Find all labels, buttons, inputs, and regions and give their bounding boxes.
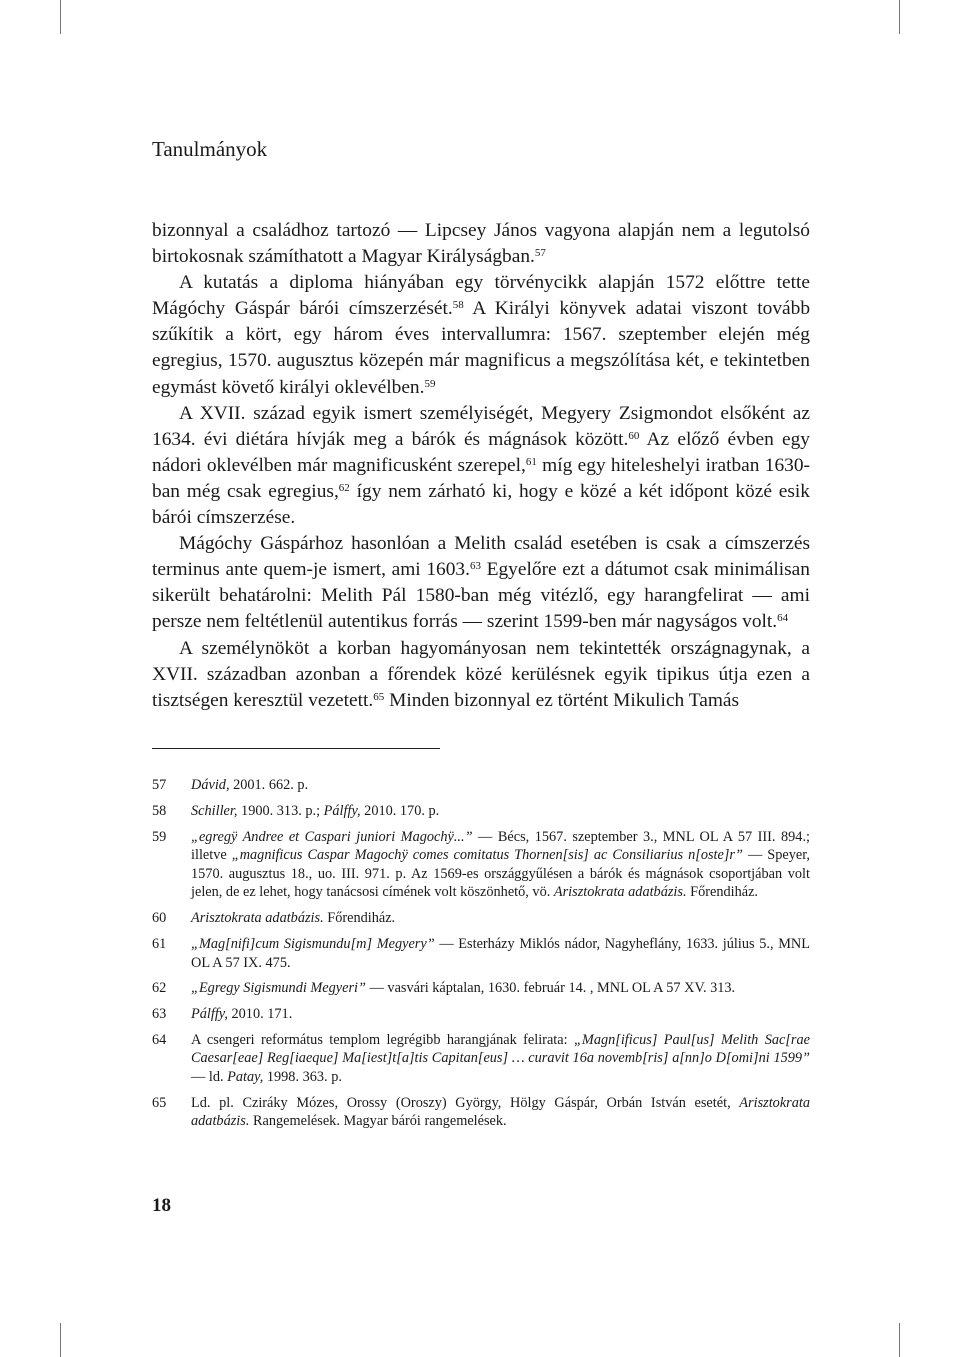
footnote-number: 63 xyxy=(152,1006,167,1023)
footnote: 61 „Mag[nifi]cum Sigismundu[m] Megyery” — Esterházy Miklós nádor, Nagyheflány, 1633. július 5., MNL OL A 57 IX. 475. xyxy=(152,935,810,971)
footnote: 65 Ld. pl. Cziráky Mózes, Orossy (Oroszy) György, Hölgy Gáspár, Orbán István esetét, Arisztokrata adatbázis. Rangemelések. Magyar bárói rangemelések. xyxy=(152,1094,810,1130)
footnote-ref[interactable]: 62 xyxy=(338,481,350,494)
footnote-number: 59 xyxy=(152,828,167,845)
footnote-number: 62 xyxy=(152,980,167,997)
footnote-number: 57 xyxy=(152,777,167,793)
running-header: Tanulmányok xyxy=(152,137,268,161)
paragraph: A XVII. század egyik ismert személyiségét, Megyery Zsigmondot elsőként az 1634. évi diétára hívják meg a bárók és mágnások között.$^{60}$ Az előző évben egy nádori oklevélben már magnificusként szerepel,$^{61}$ míg egy hiteleshelyi iratban 1630-ban még csak egregius,$^{62}$ így nem zárható ki, hogy e közé a két időpont közé esik bárói címszerzése. xyxy=(152,402,810,529)
footnote-number: 64 xyxy=(152,1031,167,1048)
footnote-ref[interactable]: 60 xyxy=(628,429,640,442)
footnote-ref[interactable]: 63 xyxy=(469,560,481,573)
footnote: 62 „Egregy Sigismundi Megyeri” — vasvári káptalan, 1630. február 14. , MNL OL A 57 XV. 313. xyxy=(152,980,736,997)
crop-mark xyxy=(60,1323,61,1357)
footnote-number: 65 xyxy=(152,1094,167,1111)
footnote-ref[interactable]: 64 xyxy=(777,612,789,625)
crop-mark xyxy=(899,0,900,34)
page-number: 18 xyxy=(152,1195,171,1216)
footnote: 64 A csengeri református templom legrégibb harangjának felirata: „Magn[ificus] Paul[us] Melith Sac[rae Caesar[eae] Reg[iaeque] Ma[iest]t[a]tis Capitan[eus] … curavit 16a novemb[ris] a[nn]o D[omi]ni 1599” — ld. Patay, 1998. 363. p. xyxy=(152,1031,810,1086)
footnote-number: 58 xyxy=(152,802,167,819)
footnote-separator xyxy=(152,748,440,749)
footnote: 59 „egregÿ Andree et Caspari juniori Magochÿ...” — Bécs, 1567. szeptember 3., MNL OL A 57 III. 894.; illetve „magnificus Caspar Magochÿ comes comitatus Thornen[sis] ac Consiliarius n[oste]r” — Speyer, 1570. augusztus 18., uo. III. 971. p. Az 1569-es országgyűlésen a bárók és mágnások csoportjában volt jelen, de ez lehet, hogy tanácsosi címének volt köszönhető, vö. Arisztokrata adatbázis. Főrendiház. xyxy=(152,828,810,901)
footnote-ref[interactable]: 61 xyxy=(525,455,537,468)
crop-mark xyxy=(899,1323,900,1357)
footnote: 63 Pálffy, 2010. 171. xyxy=(152,1006,293,1023)
main-text xyxy=(152,218,810,714)
footnote: 58 Schiller, 1900. 313. p.; Pálffy, 2010. 170. p. xyxy=(152,802,440,819)
paragraph: bizonnyal a családhoz tartozó — Lipcsey János vagyona alapján nem a legutolsó birtokosnak számíthatott a Magyar Királyságban.$^{57}$ xyxy=(152,220,810,268)
footnote-ref[interactable]: 57 xyxy=(534,247,546,260)
footnote-ref[interactable]: 59 xyxy=(424,377,436,390)
footnote-number: 60 xyxy=(152,910,167,927)
paragraph: A kutatás a diploma hiányában egy törvénycikk alapján 1572 előttre tette Mágóchy Gáspár bárói címszerzését.$^{58}$ A Királyi könyvek adatai viszont tovább szűkítik a kört, egy három éves intervallumra: 1567. szeptember elején még egregius, 1570. augusztus közepén már magnificus a megszólítása két, e tekintetben egymást követő királyi oklevélben.$^{59}$ xyxy=(152,272,811,398)
paragraph: A személynököt a korban hagyományosan nem tekintették országnagynak, a XVII. században azonban a főrendek közé kerülésnek egyik tipikus útja ezen a tisztségen keresztül vezetett.$^{65}$ Minden bizonnyal ez történt Mikulich Tamás xyxy=(152,637,810,711)
footnote: 57 Dávid, 2001. 662. p. xyxy=(152,777,309,793)
footnote: 60 Arisztokrata adatbázis. Főrendiház. xyxy=(152,910,396,927)
paragraph: Mágóchy Gáspárhoz hasonlóan a Melith család esetében is csak a címszerzés terminus ante quem-je ismert, ami 1603.63 Egyelőre ezt a dátumot csak minimálisan sikerült behatárolni: Melith Pál 1580-ban még vitézlő, egy harangfelirat — ami persze nem feltétlenül autentikus forrás — szerint 1599-ben már nagyságos volt.$^{64}$ xyxy=(152,533,810,633)
footnote-ref[interactable]: 58 xyxy=(452,299,464,312)
footnote-number: 61 xyxy=(152,935,167,952)
crop-mark xyxy=(60,0,61,34)
footnote-ref[interactable]: 65 xyxy=(373,690,385,703)
footnotes xyxy=(152,776,810,1138)
